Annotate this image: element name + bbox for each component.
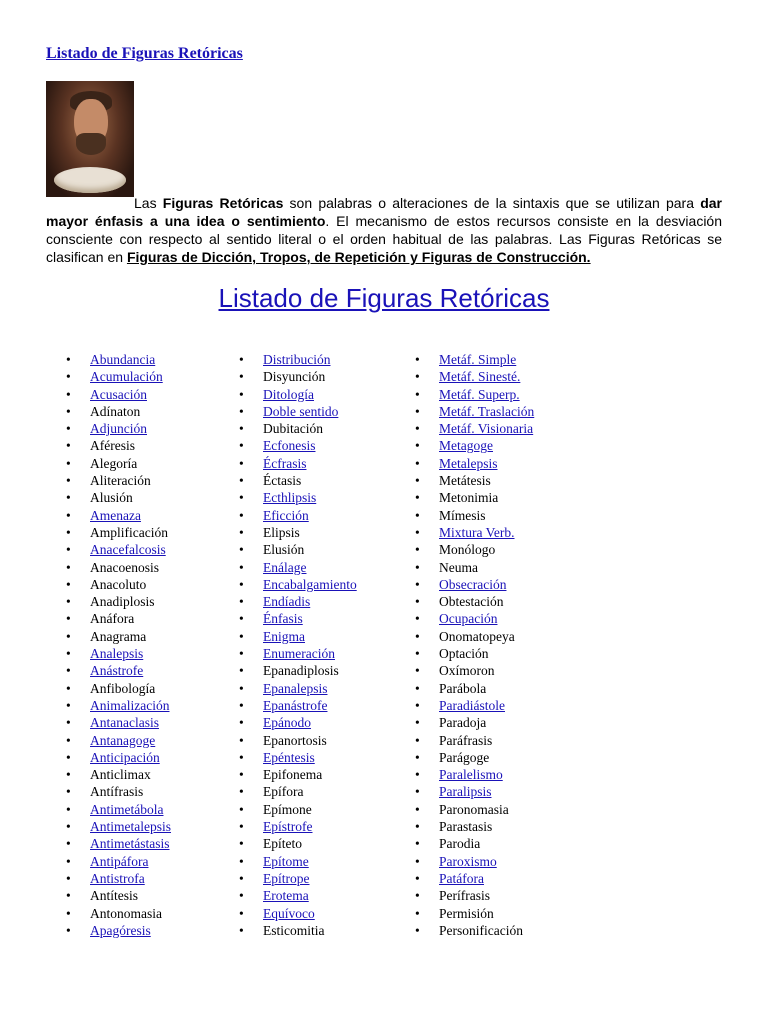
figure-list-item <box>239 368 357 385</box>
figure-label: Alusión <box>90 490 133 506</box>
figure-link[interactable]: Animalización <box>90 697 170 713</box>
figure-list-item <box>239 645 357 662</box>
figure-link[interactable]: Anticipación <box>90 749 160 765</box>
figure-label: Aliteración <box>90 473 151 489</box>
figure-label: Metátesis <box>439 473 491 489</box>
top-title-link[interactable]: Listado de Figuras Retóricas <box>46 45 243 62</box>
figure-label: Onomatopeya <box>439 628 515 644</box>
figure-list-item <box>415 922 534 939</box>
figure-list-item <box>415 610 534 627</box>
figure-list-item <box>415 680 534 697</box>
figure-list-item <box>415 732 534 749</box>
figure-list-item <box>66 541 171 558</box>
figure-list-item <box>239 593 357 610</box>
figure-label: Anfibología <box>90 680 156 696</box>
figure-list-item <box>66 662 171 679</box>
figure-label: Mímesis <box>439 507 486 523</box>
figure-label: Epanadiplosis <box>263 663 339 679</box>
figure-link[interactable]: Patáfora <box>439 870 484 886</box>
figure-label: Oxímoron <box>439 663 495 679</box>
figure-label: Elipsis <box>263 524 300 540</box>
figure-link[interactable]: Metáf. Visionaria <box>439 421 534 437</box>
figure-list-item <box>66 628 171 645</box>
figure-link[interactable]: Epístrofe <box>263 819 313 835</box>
figure-link[interactable]: Erotema <box>263 888 309 904</box>
figure-label: Metonimia <box>439 490 499 506</box>
figure-label: Esticomitia <box>263 922 325 938</box>
figure-list-item <box>66 576 171 593</box>
figure-link[interactable]: Acumulación <box>90 369 163 385</box>
figure-label: Parágoge <box>439 749 490 765</box>
figure-link[interactable]: Mixtura Verb. <box>439 524 515 540</box>
figure-list-item <box>66 524 171 541</box>
figure-link[interactable]: Paralelismo <box>439 767 503 783</box>
figure-label: Perífrasis <box>439 888 490 904</box>
intro-bold-phrase: dar mayor énfasis a una idea o sentimiento <box>46 195 723 229</box>
figure-list-item <box>239 420 357 437</box>
figure-list-item <box>415 524 534 541</box>
figure-list-item <box>239 783 357 800</box>
figure-list-item <box>239 351 357 368</box>
figure-link[interactable]: Metáf. Simple <box>439 352 517 367</box>
figure-label: Parodia <box>439 836 481 852</box>
figure-list-item <box>239 749 357 766</box>
figure-link[interactable]: Paroxismo <box>439 853 497 869</box>
figure-link[interactable]: Énfasis <box>263 611 303 627</box>
figure-label: Personificación <box>439 922 523 938</box>
figure-list-item <box>239 489 357 506</box>
figure-link[interactable]: Obsecración <box>439 576 507 592</box>
figure-link[interactable]: Anástrofe <box>90 663 144 679</box>
figure-list-item <box>66 593 171 610</box>
figure-link[interactable]: Amenaza <box>90 507 141 523</box>
figure-list-item <box>66 922 171 939</box>
figure-label: Adínaton <box>90 403 141 419</box>
figure-list-item <box>239 576 357 593</box>
figure-list-item <box>415 818 534 835</box>
figure-list-item <box>415 749 534 766</box>
figure-list-item <box>415 853 534 870</box>
figure-list-item <box>66 749 171 766</box>
figure-list-item <box>415 559 534 576</box>
figure-list-item <box>66 801 171 818</box>
intro-paragraph: Las Figuras Retóricas son palabras o alteraciones de la sintaxis que se utilizan para dar mayor énfasis a una idea o sentimiento. El mecanismo de estos recursos consiste en la desviación consciente con respecto al sentido literal o el orden habitual de las palabras. Las Figuras Retóricas se clasifican en Figuras de Dicción, Tropos, de Repetición y Figuras de Construcción. <box>46 195 723 265</box>
figure-link[interactable]: Doble sentido <box>263 403 339 419</box>
figure-link[interactable]: Metáf. Sinesté. <box>439 369 521 385</box>
figure-list-item <box>239 766 357 783</box>
figure-link[interactable]: Distribución <box>263 352 331 367</box>
figure-link[interactable]: Ecfonesis <box>263 438 316 454</box>
figure-list-item <box>239 662 357 679</box>
figure-list-item <box>66 610 171 627</box>
figure-link[interactable]: Analepsis <box>90 646 144 662</box>
figure-list-item <box>415 368 534 385</box>
figure-link[interactable]: Eficción <box>263 507 309 523</box>
figure-link[interactable]: Metáf. Superp. <box>439 386 520 402</box>
figure-label: Neuma <box>439 559 478 575</box>
figure-list-item <box>239 853 357 870</box>
figure-list-item <box>415 386 534 403</box>
figure-link[interactable]: Acusación <box>90 386 147 402</box>
figure-list-item <box>66 818 171 835</box>
figure-list-item <box>239 835 357 852</box>
figure-link[interactable]: Epítrope <box>263 870 310 886</box>
figure-list-item <box>239 732 357 749</box>
figure-list-item <box>239 610 357 627</box>
figure-list-item <box>239 714 357 731</box>
figure-list-item <box>239 455 357 472</box>
figures-column-3 <box>415 351 534 939</box>
figure-link[interactable]: Equívoco <box>263 905 315 921</box>
figure-list-item <box>239 541 357 558</box>
figure-list-item <box>66 455 171 472</box>
figure-label: Antífrasis <box>90 784 144 800</box>
figure-label: Anadiplosis <box>90 594 155 610</box>
figure-label: Paronomasia <box>439 801 509 817</box>
figure-list-item <box>415 766 534 783</box>
figure-list-item <box>66 645 171 662</box>
intro-classification-link[interactable]: Figuras de Dicción, Tropos, de Repetición y Figuras de Construcción. <box>126 249 591 265</box>
figure-label: Epímone <box>263 801 312 817</box>
figure-list-item <box>415 489 534 506</box>
figure-list-item <box>239 524 357 541</box>
figure-list-item <box>66 420 171 437</box>
figure-label: Dubitación <box>263 421 323 437</box>
figure-list-item <box>66 905 171 922</box>
figure-link[interactable]: Antipáfora <box>90 853 149 869</box>
figure-link[interactable]: Epanalepsis <box>263 680 328 696</box>
figure-list-item <box>415 576 534 593</box>
figure-link[interactable]: Antanaclasis <box>90 715 159 731</box>
figure-label: Parábola <box>439 680 487 696</box>
figure-label: Anticlimax <box>90 767 151 783</box>
figure-label: Epanortosis <box>263 732 327 748</box>
figure-link[interactable]: Adjunción <box>90 421 147 437</box>
figure-label: Epifonema <box>263 767 323 783</box>
figure-list-item <box>66 783 171 800</box>
figure-list-item <box>66 403 171 420</box>
figure-list-item <box>415 870 534 887</box>
figure-link[interactable]: Epítome <box>263 853 309 869</box>
figure-link[interactable]: Metáf. Traslación <box>439 403 535 419</box>
figure-link[interactable]: Epánodo <box>263 715 311 731</box>
figure-list-item <box>415 472 534 489</box>
figure-list-item <box>415 662 534 679</box>
figure-list-item <box>66 559 171 576</box>
figure-label: Paradoja <box>439 715 487 731</box>
figure-list-item <box>239 628 357 645</box>
figure-label: Optación <box>439 646 489 662</box>
figure-link[interactable]: Epanástrofe <box>263 697 328 713</box>
figure-list-item <box>239 403 357 420</box>
figure-label: Parastasis <box>439 819 493 835</box>
figure-list-item <box>66 870 171 887</box>
figure-list-item <box>239 559 357 576</box>
figure-link[interactable]: Antimetábola <box>90 801 164 817</box>
figure-list-item <box>415 835 534 852</box>
figure-list-item <box>415 697 534 714</box>
figure-list-item <box>239 680 357 697</box>
figure-list-item <box>239 437 357 454</box>
figure-list-item <box>415 905 534 922</box>
figure-list-item <box>239 386 357 403</box>
figure-list-item <box>415 645 534 662</box>
figure-link[interactable]: Antistrofa <box>90 870 145 886</box>
figure-link[interactable]: Paralipsis <box>439 784 492 800</box>
figure-label: Anáfora <box>90 611 135 627</box>
figure-list-item <box>66 835 171 852</box>
figure-list-item <box>415 887 534 904</box>
figure-list-item <box>415 593 534 610</box>
figure-label: Éctasis <box>263 473 302 489</box>
figure-link[interactable]: Écfrasis <box>263 455 307 471</box>
figure-link[interactable]: Ecthlipsis <box>263 490 317 506</box>
figure-list-item <box>66 489 171 506</box>
figure-link[interactable]: Enumeración <box>263 646 335 662</box>
figure-list-item <box>415 541 534 558</box>
figure-list-item <box>415 437 534 454</box>
figure-label: Obtestación <box>439 594 504 610</box>
figure-list-item <box>239 870 357 887</box>
figure-link[interactable]: Epéntesis <box>263 749 315 765</box>
figure-link[interactable]: Enigma <box>263 628 305 644</box>
figure-link[interactable]: Antanagoge <box>90 732 156 748</box>
figure-label: Aféresis <box>90 438 135 454</box>
figure-link[interactable]: Abundancia <box>90 352 156 367</box>
figure-list-item <box>415 351 534 368</box>
figure-link[interactable]: Metagoge <box>439 438 493 454</box>
figure-link[interactable]: Enálage <box>263 559 307 575</box>
figure-list-item <box>239 905 357 922</box>
figure-label: Epíteto <box>263 836 302 852</box>
figure-list-item <box>239 697 357 714</box>
figure-link[interactable]: Paradiástole <box>439 697 505 713</box>
figure-list-item <box>415 455 534 472</box>
figure-list-item <box>415 420 534 437</box>
figure-list-item <box>415 801 534 818</box>
figure-link[interactable]: Antimetalepsis <box>90 819 171 835</box>
figure-list-item <box>66 351 171 368</box>
figure-list-item <box>239 801 357 818</box>
figure-label: Amplificación <box>90 524 168 540</box>
figure-list-item <box>415 783 534 800</box>
figures-column-2 <box>239 351 357 939</box>
figure-list-item <box>415 628 534 645</box>
figure-list-item <box>66 472 171 489</box>
figure-label: Epífora <box>263 784 304 800</box>
figure-list-item <box>66 697 171 714</box>
figure-list-item <box>66 714 171 731</box>
figure-link[interactable]: Endíadis <box>263 594 311 610</box>
figure-list-item <box>66 386 171 403</box>
figure-list-item <box>415 714 534 731</box>
figure-list-item <box>415 507 534 524</box>
figure-label: Paráfrasis <box>439 732 493 748</box>
figure-link[interactable]: Antimetástasis <box>90 836 170 852</box>
figure-label: Disyunción <box>263 369 326 385</box>
portrait-image <box>46 81 134 197</box>
figure-link[interactable]: Apagóresis <box>90 922 151 938</box>
figure-list-item <box>415 403 534 420</box>
figure-list-item <box>66 368 171 385</box>
intro-bold-term: Figuras Retóricas <box>162 195 284 211</box>
figure-label: Antítesis <box>90 888 139 904</box>
figure-label: Anacoenosis <box>90 559 159 575</box>
figure-label: Monólogo <box>439 542 496 558</box>
figure-label: Alegoría <box>90 455 138 471</box>
figure-list-item <box>239 472 357 489</box>
figure-list-item <box>66 680 171 697</box>
figure-link[interactable]: Ditología <box>263 386 314 402</box>
figure-list-item <box>66 437 171 454</box>
figure-list-item <box>239 507 357 524</box>
figure-link[interactable]: Metalepsis <box>439 455 498 471</box>
figure-label: Anacoluto <box>90 576 147 592</box>
figure-label: Permisión <box>439 905 494 921</box>
figure-link[interactable]: Anacefalcosis <box>90 542 166 558</box>
main-heading <box>0 283 768 314</box>
figure-list-item <box>239 922 357 939</box>
figure-list-item <box>66 507 171 524</box>
figure-list-item <box>239 887 357 904</box>
figure-label: Elusión <box>263 542 305 558</box>
figure-link[interactable]: Ocupación <box>439 611 498 627</box>
figure-label: Anagrama <box>90 628 147 644</box>
figures-column-1 <box>66 351 171 939</box>
figure-list-item <box>66 887 171 904</box>
figure-link[interactable]: Encabalgamiento <box>263 576 357 592</box>
figure-label: Antonomasia <box>90 905 162 921</box>
figure-list-item <box>66 766 171 783</box>
main-heading-link[interactable]: Listado de Figuras Retóricas <box>218 283 550 313</box>
figure-list-item <box>239 818 357 835</box>
figure-list-item <box>66 732 171 749</box>
figure-list-item <box>66 853 171 870</box>
